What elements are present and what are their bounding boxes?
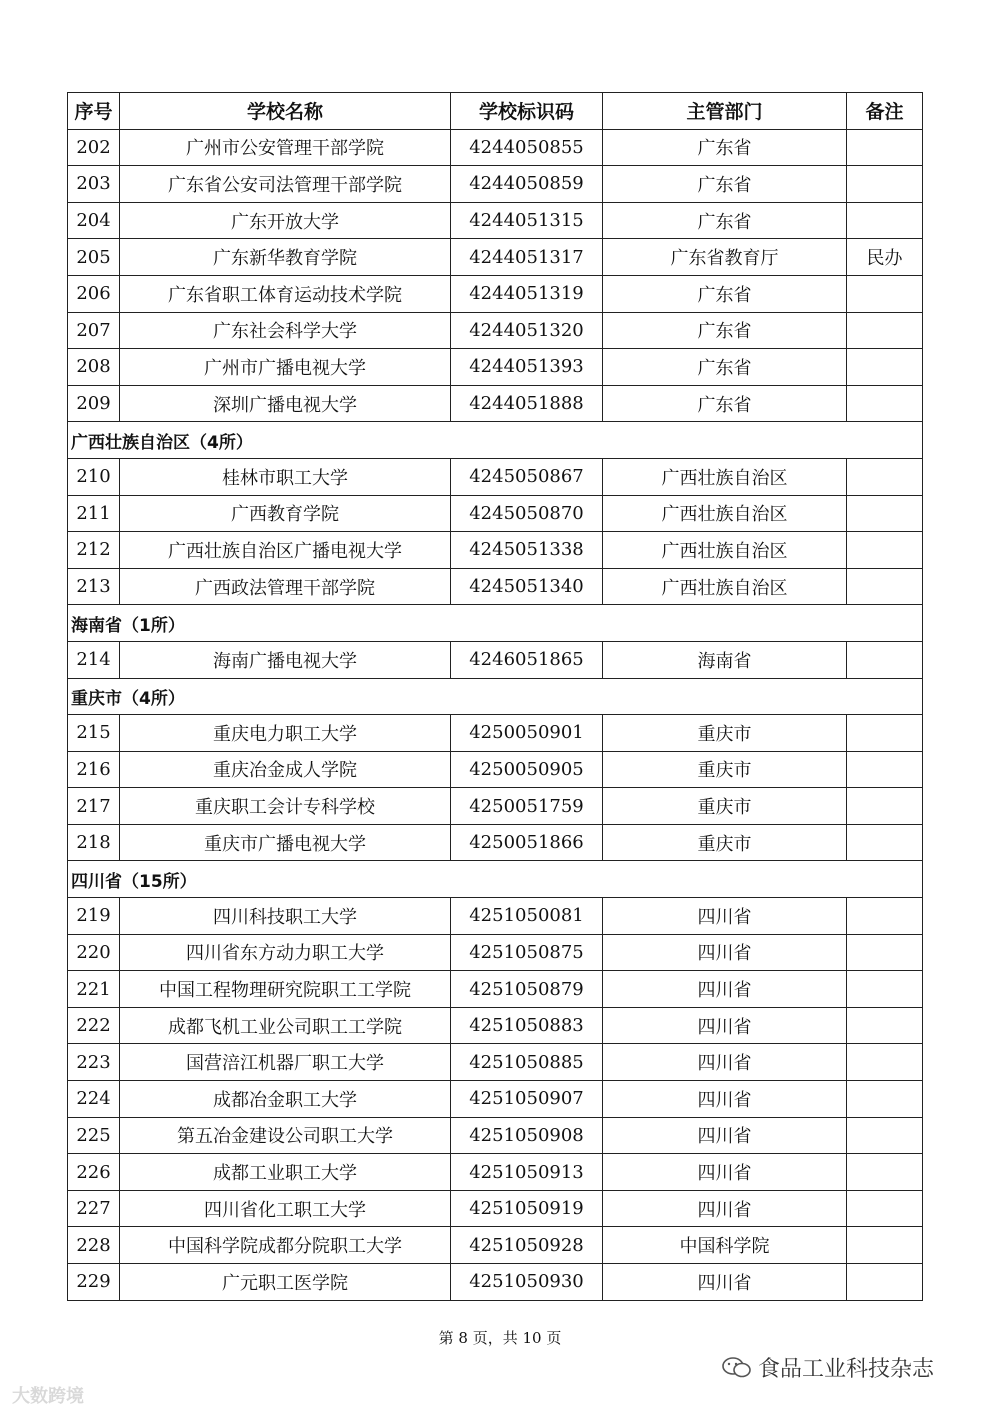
cell-school-code: 4244051315 [451, 202, 603, 239]
table-row [68, 971, 923, 1008]
cell-remarks [847, 751, 923, 788]
cell-school-name: 广东省职工体育运动技术学院 [120, 275, 451, 312]
cell-remarks [847, 1044, 923, 1081]
cell-department: 重庆市 [603, 715, 847, 752]
cell-school-code: 4244051317 [451, 239, 603, 276]
cell-index: 225 [68, 1117, 120, 1154]
cell-school-name: 广西壮族自治区广播电视大学 [120, 532, 451, 569]
table-row [68, 1227, 923, 1264]
cell-index: 221 [68, 971, 120, 1008]
table-row [68, 568, 923, 605]
cell-index: 213 [68, 568, 120, 605]
cell-index: 227 [68, 1190, 120, 1227]
cell-department: 重庆市 [603, 751, 847, 788]
cell-school-code: 4244050855 [451, 129, 603, 166]
cell-school-code: 4250051866 [451, 824, 603, 861]
table-row [68, 129, 923, 166]
watermark-right-label: 食品工业科技杂志 [758, 1357, 935, 1382]
table-row [68, 1081, 923, 1118]
watermark-left: 大数跨境 [12, 1386, 84, 1407]
cell-department: 广东省 [603, 166, 847, 203]
cell-school-code: 4244050859 [451, 166, 603, 203]
cell-remarks [847, 1117, 923, 1154]
table-body [68, 129, 923, 1300]
section-label: 四川省（15所） [68, 861, 923, 898]
table-row [68, 532, 923, 569]
cell-index: 211 [68, 495, 120, 532]
cell-remarks [847, 1264, 923, 1301]
cell-school-code: 4251050883 [451, 1007, 603, 1044]
cell-school-name: 四川科技职工大学 [120, 898, 451, 935]
cell-index: 223 [68, 1044, 120, 1081]
cell-index: 218 [68, 824, 120, 861]
table-row [68, 934, 923, 971]
cell-school-name: 四川省东方动力职工大学 [120, 934, 451, 971]
cell-department: 广东省 [603, 349, 847, 386]
table-row [68, 824, 923, 861]
cell-remarks [847, 129, 923, 166]
cell-index: 209 [68, 385, 120, 422]
cell-remarks [847, 898, 923, 935]
table-row [68, 641, 923, 678]
cell-department: 广东省 [603, 275, 847, 312]
cell-department: 广西壮族自治区 [603, 532, 847, 569]
cell-index: 220 [68, 934, 120, 971]
cell-school-code: 4245051338 [451, 532, 603, 569]
cell-department: 重庆市 [603, 788, 847, 825]
cell-department: 广东省教育厅 [603, 239, 847, 276]
table-row [68, 788, 923, 825]
cell-index: 205 [68, 239, 120, 276]
cell-remarks [847, 275, 923, 312]
section-row [68, 861, 923, 898]
cell-school-name: 广州市广播电视大学 [120, 349, 451, 386]
cell-department: 广东省 [603, 202, 847, 239]
cell-department: 四川省 [603, 1154, 847, 1191]
cell-department: 四川省 [603, 1117, 847, 1154]
cell-school-code: 4246051865 [451, 641, 603, 678]
cell-department: 四川省 [603, 1081, 847, 1118]
cell-index: 222 [68, 1007, 120, 1044]
cell-school-name: 桂林市职工大学 [120, 458, 451, 495]
cell-remarks: 民办 [847, 239, 923, 276]
cell-school-name: 广东省公安司法管理干部学院 [120, 166, 451, 203]
cell-school-name: 广东开放大学 [120, 202, 451, 239]
cell-remarks [847, 568, 923, 605]
table-header-row [68, 93, 923, 130]
header-school-name: 学校名称 [120, 93, 451, 130]
cell-school-name: 成都飞机工业公司职工工学院 [120, 1007, 451, 1044]
cell-school-code: 4244051888 [451, 385, 603, 422]
school-table [67, 92, 923, 1301]
cell-school-name: 中国科学院成都分院职工大学 [120, 1227, 451, 1264]
cell-index: 210 [68, 458, 120, 495]
table-row [68, 751, 923, 788]
cell-school-code: 4251050908 [451, 1117, 603, 1154]
cell-remarks [847, 971, 923, 1008]
cell-school-name: 重庆冶金成人学院 [120, 751, 451, 788]
cell-school-code: 4250050905 [451, 751, 603, 788]
cell-school-name: 广西教育学院 [120, 495, 451, 532]
table-row [68, 715, 923, 752]
cell-remarks [847, 166, 923, 203]
cell-remarks [847, 1190, 923, 1227]
cell-index: 207 [68, 312, 120, 349]
watermark-right [722, 1352, 934, 1383]
header-school-code: 学校标识码 [451, 93, 603, 130]
cell-remarks [847, 824, 923, 861]
cell-school-code: 4245050870 [451, 495, 603, 532]
header-remarks: 备注 [847, 93, 923, 130]
cell-school-name: 广元职工医学院 [120, 1264, 451, 1301]
table-row [68, 275, 923, 312]
cell-school-name: 深圳广播电视大学 [120, 385, 451, 422]
cell-school-code: 4251050930 [451, 1264, 603, 1301]
cell-department: 四川省 [603, 971, 847, 1008]
cell-index: 224 [68, 1081, 120, 1118]
table-row [68, 349, 923, 386]
cell-school-code: 4251050919 [451, 1190, 603, 1227]
cell-department: 四川省 [603, 898, 847, 935]
cell-remarks [847, 641, 923, 678]
table-row [68, 202, 923, 239]
cell-school-code: 4245051340 [451, 568, 603, 605]
table-row [68, 1154, 923, 1191]
cell-school-name: 广东新华教育学院 [120, 239, 451, 276]
cell-school-code: 4251050913 [451, 1154, 603, 1191]
table-row [68, 312, 923, 349]
cell-school-code: 4251050081 [451, 898, 603, 935]
cell-index: 217 [68, 788, 120, 825]
table-row [68, 1264, 923, 1301]
section-row [68, 422, 923, 459]
cell-department: 四川省 [603, 934, 847, 971]
cell-department: 广东省 [603, 385, 847, 422]
cell-school-name: 广东社会科学大学 [120, 312, 451, 349]
cell-school-name: 成都工业职工大学 [120, 1154, 451, 1191]
cell-department: 广西壮族自治区 [603, 495, 847, 532]
section-label: 广西壮族自治区（4所） [68, 422, 923, 459]
cell-school-code: 4250050901 [451, 715, 603, 752]
table-row [68, 1007, 923, 1044]
cell-school-code: 4250051759 [451, 788, 603, 825]
cell-remarks [847, 715, 923, 752]
section-row [68, 678, 923, 715]
cell-remarks [847, 788, 923, 825]
table-row [68, 1044, 923, 1081]
cell-index: 215 [68, 715, 120, 752]
table-row [68, 385, 923, 422]
table-row [68, 1190, 923, 1227]
cell-school-name: 广州市公安管理干部学院 [120, 129, 451, 166]
table-row [68, 458, 923, 495]
cell-department: 中国科学院 [603, 1227, 847, 1264]
table-row [68, 239, 923, 276]
cell-remarks [847, 458, 923, 495]
cell-index: 204 [68, 202, 120, 239]
table-row [68, 1117, 923, 1154]
table-row [68, 495, 923, 532]
header-department: 主管部门 [603, 93, 847, 130]
cell-school-code: 4244051319 [451, 275, 603, 312]
cell-remarks [847, 349, 923, 386]
cell-school-code: 4251050875 [451, 934, 603, 971]
cell-school-name: 第五冶金建设公司职工大学 [120, 1117, 451, 1154]
cell-index: 219 [68, 898, 120, 935]
header-index: 序号 [68, 93, 120, 130]
cell-school-name: 重庆职工会计专科学校 [120, 788, 451, 825]
section-label: 重庆市（4所） [68, 678, 923, 715]
cell-index: 216 [68, 751, 120, 788]
cell-school-name: 广西政法管理干部学院 [120, 568, 451, 605]
cell-index: 228 [68, 1227, 120, 1264]
cell-school-name: 国营涪江机器厂职工大学 [120, 1044, 451, 1081]
cell-index: 208 [68, 349, 120, 386]
cell-remarks [847, 1007, 923, 1044]
cell-department: 四川省 [603, 1007, 847, 1044]
cell-index: 212 [68, 532, 120, 569]
cell-remarks [847, 312, 923, 349]
cell-school-name: 重庆市广播电视大学 [120, 824, 451, 861]
cell-remarks [847, 1227, 923, 1264]
cell-remarks [847, 202, 923, 239]
cell-school-name: 海南广播电视大学 [120, 641, 451, 678]
cell-school-code: 4244051393 [451, 349, 603, 386]
cell-school-code: 4245050867 [451, 458, 603, 495]
cell-department: 广东省 [603, 129, 847, 166]
cell-school-code: 4244051320 [451, 312, 603, 349]
cell-remarks [847, 495, 923, 532]
wechat-icon [722, 1357, 752, 1379]
cell-department: 广西壮族自治区 [603, 458, 847, 495]
cell-remarks [847, 385, 923, 422]
cell-department: 海南省 [603, 641, 847, 678]
cell-index: 206 [68, 275, 120, 312]
cell-index: 229 [68, 1264, 120, 1301]
section-label: 海南省（1所） [68, 605, 923, 642]
cell-department: 四川省 [603, 1190, 847, 1227]
cell-school-name: 重庆电力职工大学 [120, 715, 451, 752]
cell-index: 214 [68, 641, 120, 678]
cell-school-code: 4251050879 [451, 971, 603, 1008]
cell-remarks [847, 532, 923, 569]
cell-department: 重庆市 [603, 824, 847, 861]
cell-index: 203 [68, 166, 120, 203]
cell-remarks [847, 1081, 923, 1118]
cell-index: 202 [68, 129, 120, 166]
cell-index: 226 [68, 1154, 120, 1191]
table-row [68, 898, 923, 935]
cell-remarks [847, 934, 923, 971]
cell-school-name: 四川省化工职工大学 [120, 1190, 451, 1227]
cell-school-name: 中国工程物理研究院职工工学院 [120, 971, 451, 1008]
cell-school-code: 4251050907 [451, 1081, 603, 1118]
cell-remarks [847, 1154, 923, 1191]
cell-department: 四川省 [603, 1044, 847, 1081]
section-row [68, 605, 923, 642]
cell-department: 广东省 [603, 312, 847, 349]
cell-school-code: 4251050885 [451, 1044, 603, 1081]
cell-school-name: 成都冶金职工大学 [120, 1081, 451, 1118]
page-number: 第 8 页，共 10 页 [438, 1329, 562, 1347]
cell-department: 四川省 [603, 1264, 847, 1301]
cell-department: 广西壮族自治区 [603, 568, 847, 605]
cell-school-code: 4251050928 [451, 1227, 603, 1264]
table-row [68, 166, 923, 203]
